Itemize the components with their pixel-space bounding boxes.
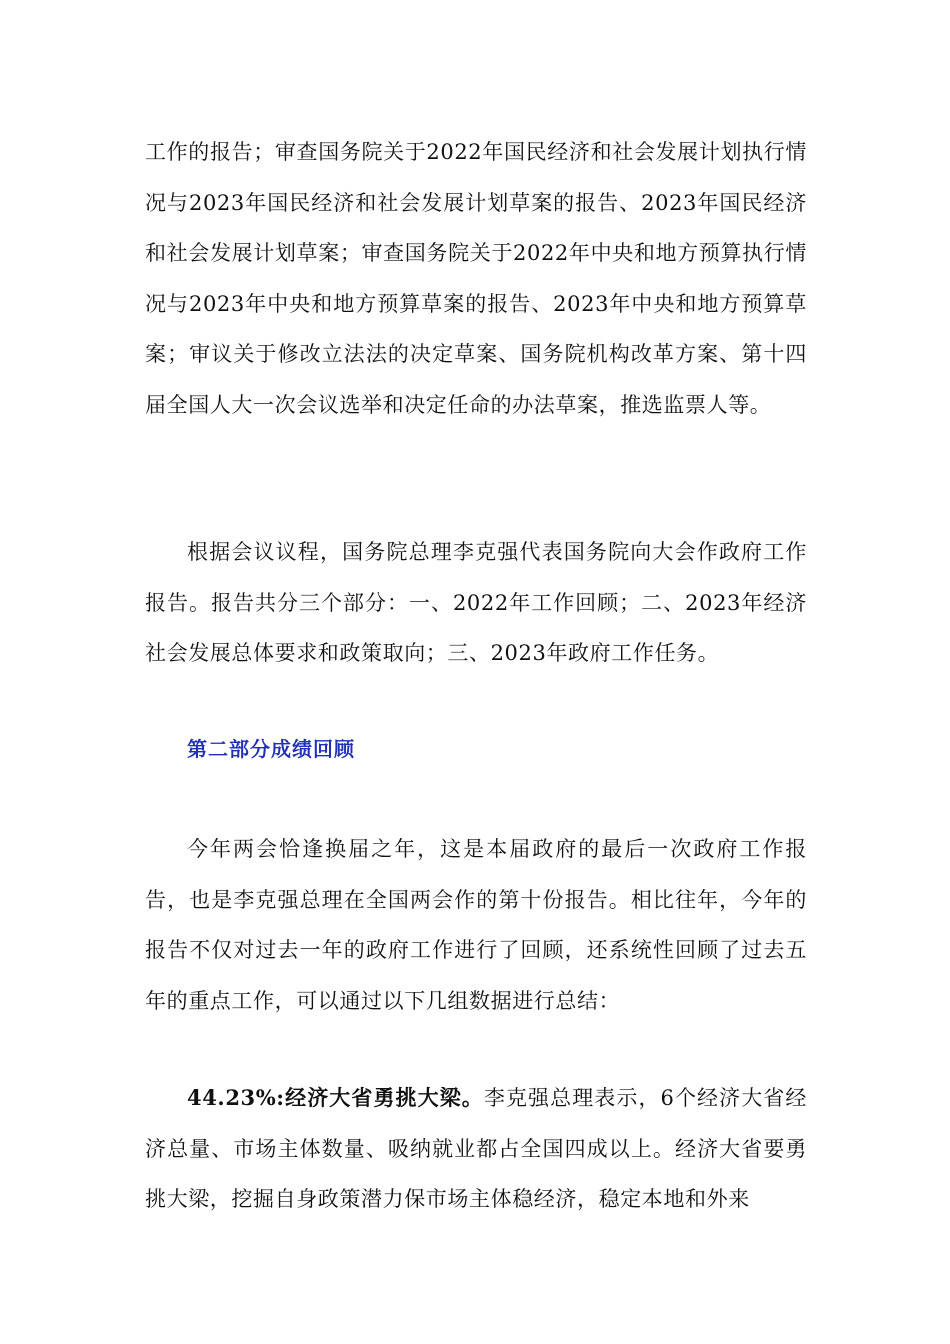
- paragraph-economic-provinces: [145, 1073, 807, 1225]
- document-page: [145, 0, 807, 1344]
- section-heading: 第二部分成绩回顾: [187, 737, 355, 761]
- paragraph-report-structure: 根据会议议程，国务院总理李克强代表国务院向大会作政府工作报告。报告共分三个部分：一、2022年工作回顾；二、2023年经济社会发展总体要求和政策取向；三、2023年政府工作任务。: [145, 540, 807, 665]
- paragraph-lead-bold: 44.23%:经济大省勇挑大梁。: [187, 1085, 484, 1110]
- paragraph-body: 李克强总理表示，6个经济大省经济总量、市场主体数量、吸纳就业都占全国四成以上。经济大省要勇挑大梁，挖掘自身政策潜力保市场主体稳经济，稳定本地和外来: [145, 1086, 807, 1211]
- paragraph-final-report: 今年两会恰逢换届之年，这是本届政府的最后一次政府工作报告，也是李克强总理在全国两会作的第十份报告。相比往年，今年的报告不仅对过去一年的政府工作进行了回顾，还系统性回顾了过去五年的重点工作，可以通过以下几组数据进行总结：: [145, 837, 807, 1013]
- paragraph-agenda-review: 工作的报告；审查国务院关于2022年国民经济和社会发展计划执行情况与2023年国民经济和社会发展计划草案的报告、2023年国民经济和社会发展计划草案；审查国务院关于2022年中央和地方预算执行情况与2023年中央和地方预算草案的报告、2023年中央和地方预算草案；审议关于修改立法法的决定草案、国务院机构改革方案、第十四届全国人大一次会议选举和决定任命的办法草案，推选监票人等。: [145, 140, 807, 417]
